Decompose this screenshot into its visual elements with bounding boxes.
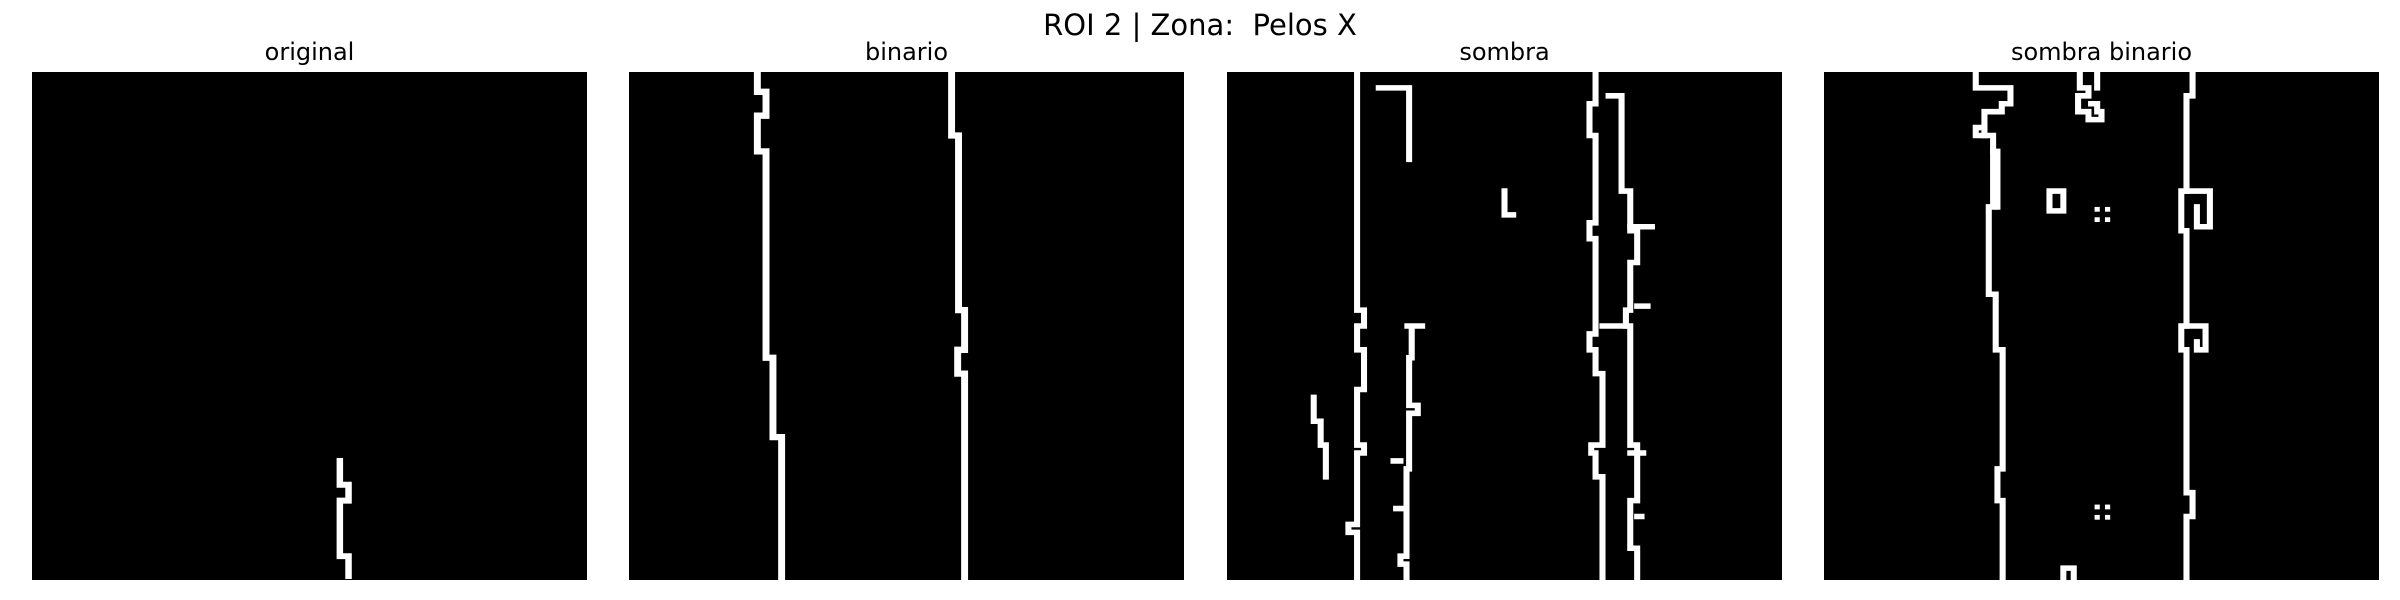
panel-sombra-binario-image bbox=[1824, 72, 2379, 580]
shadow-binary-square-bottom bbox=[2063, 568, 2073, 580]
panel-title-binario: binario bbox=[864, 38, 949, 66]
panel-title-original: original bbox=[264, 38, 355, 66]
panel-title-sombra-binario: sombra binario bbox=[2010, 38, 2193, 66]
shadow-binary-edge-top-loop bbox=[2078, 72, 2101, 120]
shadow-binary-edge-loop-right-2 bbox=[2186, 326, 2205, 350]
hair-edge-line bbox=[340, 461, 349, 576]
panel-title-sombra: sombra bbox=[1459, 38, 1550, 66]
shadow-edge-line-8 bbox=[1314, 397, 1326, 476]
panel-original-image bbox=[32, 72, 587, 580]
shadow-edge-line-1 bbox=[1348, 72, 1364, 580]
shadow-binary-dot bbox=[2095, 505, 2100, 510]
shadow-binary-dot bbox=[2095, 515, 2100, 520]
shadow-edge-line-9 bbox=[1394, 461, 1407, 580]
shadow-binary-dot bbox=[2095, 207, 2100, 212]
shadow-binary-dot bbox=[2105, 515, 2110, 520]
shadow-binary-dot bbox=[2105, 505, 2110, 510]
panel-binario-image bbox=[629, 72, 1184, 580]
shadow-edge-line-7 bbox=[1407, 326, 1422, 469]
hair-edge-line-left bbox=[757, 72, 781, 580]
shadow-binary-square bbox=[2049, 191, 2063, 211]
shadow-binary-dot bbox=[2105, 217, 2110, 222]
shadow-edge-line-5 bbox=[1609, 96, 1638, 580]
shadow-binary-edge-loop-right bbox=[2186, 191, 2209, 227]
shadow-edge-line-2 bbox=[1379, 88, 1409, 159]
shadow-edge-line-3 bbox=[1505, 191, 1514, 215]
figure-title: ROI 2 | Zona: Pelos X bbox=[1043, 8, 1357, 42]
hair-edge-line-right bbox=[952, 72, 965, 580]
panel-sombra-image bbox=[1227, 72, 1782, 580]
shadow-binary-dot bbox=[2095, 217, 2100, 222]
shadow-binary-dot bbox=[2105, 207, 2110, 212]
